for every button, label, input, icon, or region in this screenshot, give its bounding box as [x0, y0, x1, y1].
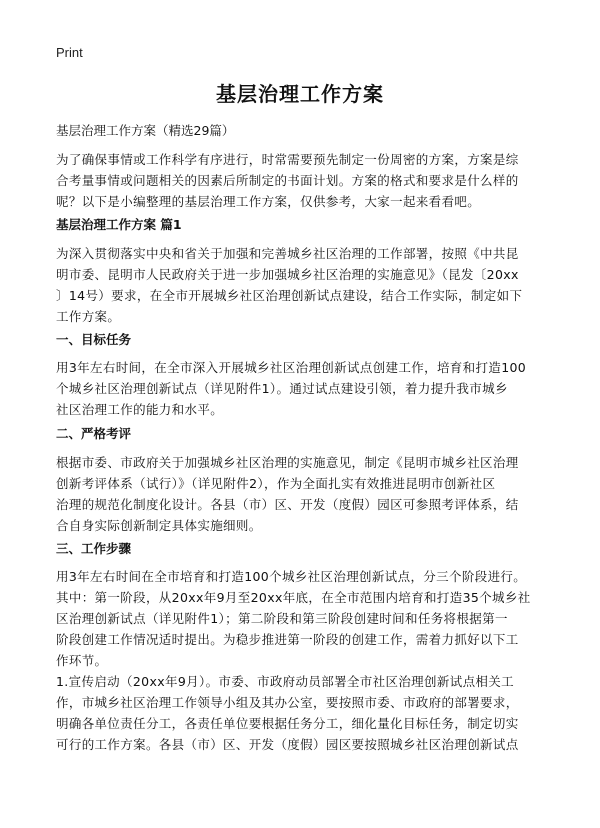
paragraph-line: 明确各单位责任分工，各责任单位要根据任务分工，细化量化目标任务，制定切实	[56, 716, 519, 731]
page-title: 基层治理工作方案	[216, 82, 384, 106]
paragraph-line: 创新考评体系（试行）》（详见附件2），作为全面扎实有效推进昆明市创新社区	[56, 476, 496, 491]
paragraph-line: 个城乡社区治理创新试点（详见附件1）。通过试点建设引领，着力提升我市城乡	[56, 381, 508, 396]
section-evaluation-paragraph	[56, 452, 548, 536]
paragraph-line: 合自身实际创新制定具体实施细则。	[56, 518, 262, 533]
section-heading-goals: 一、目标任务	[56, 332, 132, 347]
article-paragraph	[56, 243, 548, 327]
section-heading-steps: 三、工作步骤	[56, 541, 132, 556]
intro-paragraph	[56, 149, 548, 212]
paragraph-line: 作环节。	[56, 653, 108, 668]
paragraph-line: 明市委、昆明市人民政府关于进一步加强城乡社区治理的实施意见》（昆发〔20xx	[56, 267, 519, 282]
paragraph-line: 可行的工作方案。各县（市）区、开发（度假）园区要按照城乡社区治理创新试点	[56, 737, 519, 752]
paragraph-line: 其中：第一阶段，从20xx年9月至20xx年底，在全市范围内培育和打造35个城乡社	[56, 590, 531, 605]
intro-line: 为了确保事情或工作科学有序进行，时常需要预先制定一份周密的方案，方案是综	[56, 152, 519, 167]
section-goals-paragraph	[56, 357, 548, 420]
intro-line: 呢？以下是小编整理的基层治理工作方案，仅供参考，大家一起来看看吧。	[56, 194, 481, 209]
paragraph-line: 为深入贯彻落实中央和省关于加强和完善城乡社区治理的工作部署，按照《中共昆	[56, 246, 519, 261]
paragraph-line: 阶段创建工作情况适时提出。为稳步推进第一阶段的创建工作，需着力抓好以下工	[56, 632, 519, 647]
paragraph-line: 根据市委、市政府关于加强城乡社区治理的实施意见，制定《昆明市城乡社区治理	[56, 455, 519, 470]
document-subtitle: 基层治理工作方案（精选29篇）	[56, 123, 235, 138]
paragraph-line: 工作方案。	[56, 309, 121, 324]
section-steps-paragraph	[56, 566, 548, 671]
paragraph-line: 区治理创新试点（详见附件1）；第二阶段和第三阶段创建时间和任务将根据第一	[56, 611, 508, 626]
paragraph-line: 1.宣传启动（20xx年9月）。市委、市政府动员部署全市社区治理创新试点相关工	[56, 674, 514, 689]
paragraph-line: 治理的规范化制度化设计。各县（市）区、开发（度假）园区可参照考评体系，结	[56, 497, 519, 512]
paragraph-line: 用3年左右时间在全市培育和打造100个城乡社区治理创新试点，分三个阶段进行。	[56, 569, 527, 584]
intro-line: 合考量事情或问题相关的因素后所制定的书面计划。方案的格式和要求是什么样的	[56, 173, 519, 188]
paragraph-line: 社区治理工作的能力和水平。	[56, 402, 224, 417]
paragraph-line: 作，市城乡社区治理工作领导小组及其办公室，要按照市委、市政府的部署要求，	[56, 695, 519, 710]
section-heading-evaluation: 二、严格考评	[56, 426, 132, 441]
section-steps-item-1	[56, 671, 548, 755]
paragraph-line: 用3年左右时间，在全市深入开展城乡社区治理创新试点创建工作，培育和打造100	[56, 360, 527, 375]
paragraph-line: 〕14号）要求，在全市开展城乡社区治理创新试点建设，结合工作实际，制定如下	[56, 288, 523, 303]
print-link[interactable]: Print	[56, 45, 83, 60]
article-heading: 基层治理工作方案 篇1	[56, 217, 182, 232]
